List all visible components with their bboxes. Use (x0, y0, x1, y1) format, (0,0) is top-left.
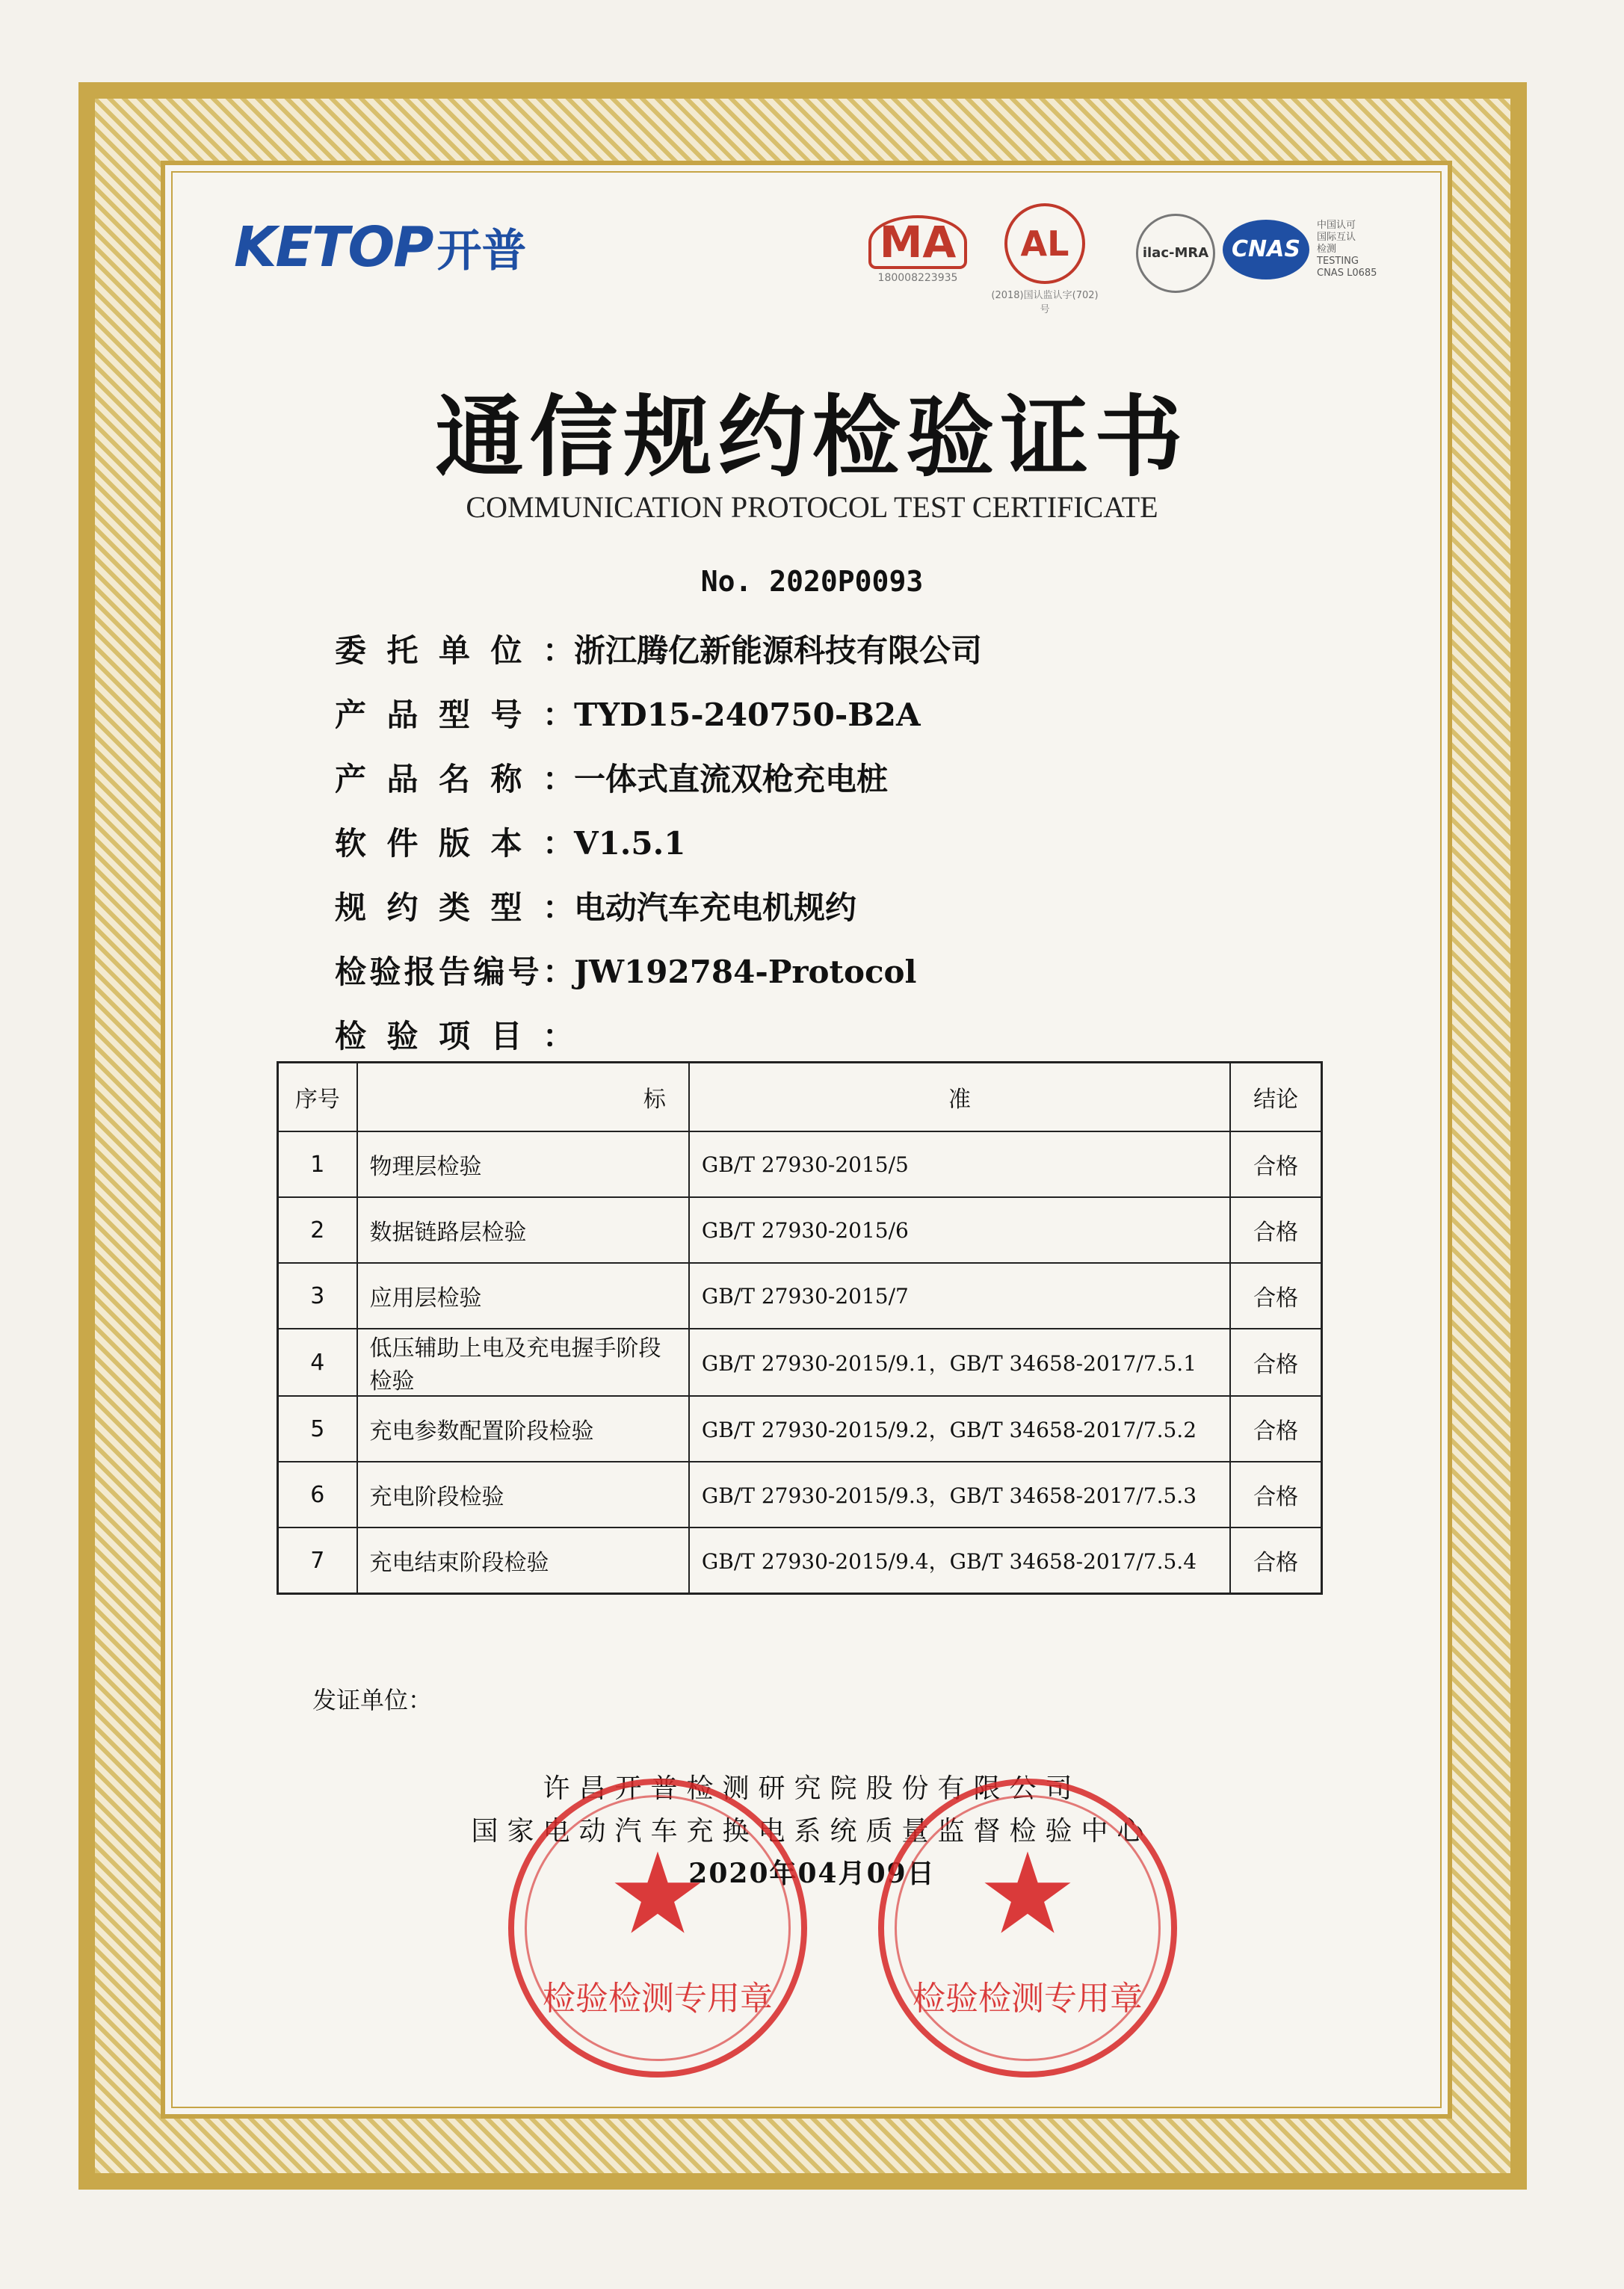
certificate-number: No. 2020P0093 (700, 565, 924, 598)
certificate-subtitle: COMMUNICATION PROTOCOL TEST CERTIFICATE (466, 490, 1158, 524)
cma-badge: MA 180008223935 (868, 215, 967, 284)
left-official-seal: ★ 检验检测专用章 (508, 1779, 807, 2078)
issuer-org-2: 国家电动汽车充换电系统质量监督检验中心 (471, 1816, 1153, 1847)
table-row: 7 充电结束阶段检验 GB/T 27930-2015/9.4，GB/T 34658-2017/7.5.4 合格 (278, 1527, 1322, 1594)
issuer-org-1: 许昌开普检测研究院股份有限公司 (543, 1773, 1081, 1804)
seal-star-icon: ★ (607, 1829, 708, 1959)
table-row: 6 充电阶段检验 GB/T 27930-2015/9.3，GB/T 34658-2017/7.5.3 合格 (278, 1462, 1322, 1527)
table-row: 3 应用层检验 GB/T 27930-2015/7 合格 (278, 1263, 1322, 1329)
cnas-accreditation-text: 中国认可 国际互认 检测 TESTING CNAS L0685 (1317, 220, 1377, 279)
table-row: 1 物理层检验 GB/T 27930-2015/5 合格 (278, 1131, 1322, 1197)
field-software-version: 软件版本：V1.5.1 (335, 825, 686, 862)
field-test-items: 检验项目： (335, 1018, 574, 1054)
seal-star-icon: ★ (977, 1829, 1078, 1959)
issuer-label: 发证单位： (312, 1686, 433, 1714)
cnas-badge: CNAS (1223, 220, 1309, 279)
field-client: 委托单位：浙江腾亿新能源科技有限公司 (335, 632, 983, 669)
table-row: 2 数据链路层检验 GB/T 27930-2015/6 合格 (278, 1197, 1322, 1263)
certificate-title: 通信规约检验证书 (435, 386, 1189, 489)
cal-badge: AL (2018)国认监认字(702)号 (989, 203, 1101, 315)
table-row: 5 充电参数配置阶段检验 GB/T 27930-2015/9.2，GB/T 34658-2017/7.5.2 合格 (278, 1396, 1322, 1462)
test-items-table (277, 1061, 1323, 1595)
table-row: 4 低压辅助上电及充电握手阶段检验 GB/T 27930-2015/9.1，GB/T 34658-2017/7.5.1 合格 (278, 1329, 1322, 1396)
right-official-seal: ★ 检验检测专用章 (878, 1779, 1177, 2078)
field-report-number: 检验报告编号：JW192784-Protocol (335, 954, 917, 990)
ketop-logo: KETOP 开普 (234, 215, 527, 279)
field-product-name: 产品名称：一体式直流双枪充电桩 (335, 761, 889, 797)
field-protocol-type: 规约类型：电动汽车充电机规约 (335, 889, 857, 926)
table-header-row: 序号 标 准 结论 (278, 1063, 1322, 1132)
field-model: 产品型号：TYD15-240750-B2A (335, 696, 921, 733)
ilac-mra-badge: ilac-MRA (1136, 214, 1215, 293)
issue-date: 2020年04月09日 (688, 1858, 936, 1889)
